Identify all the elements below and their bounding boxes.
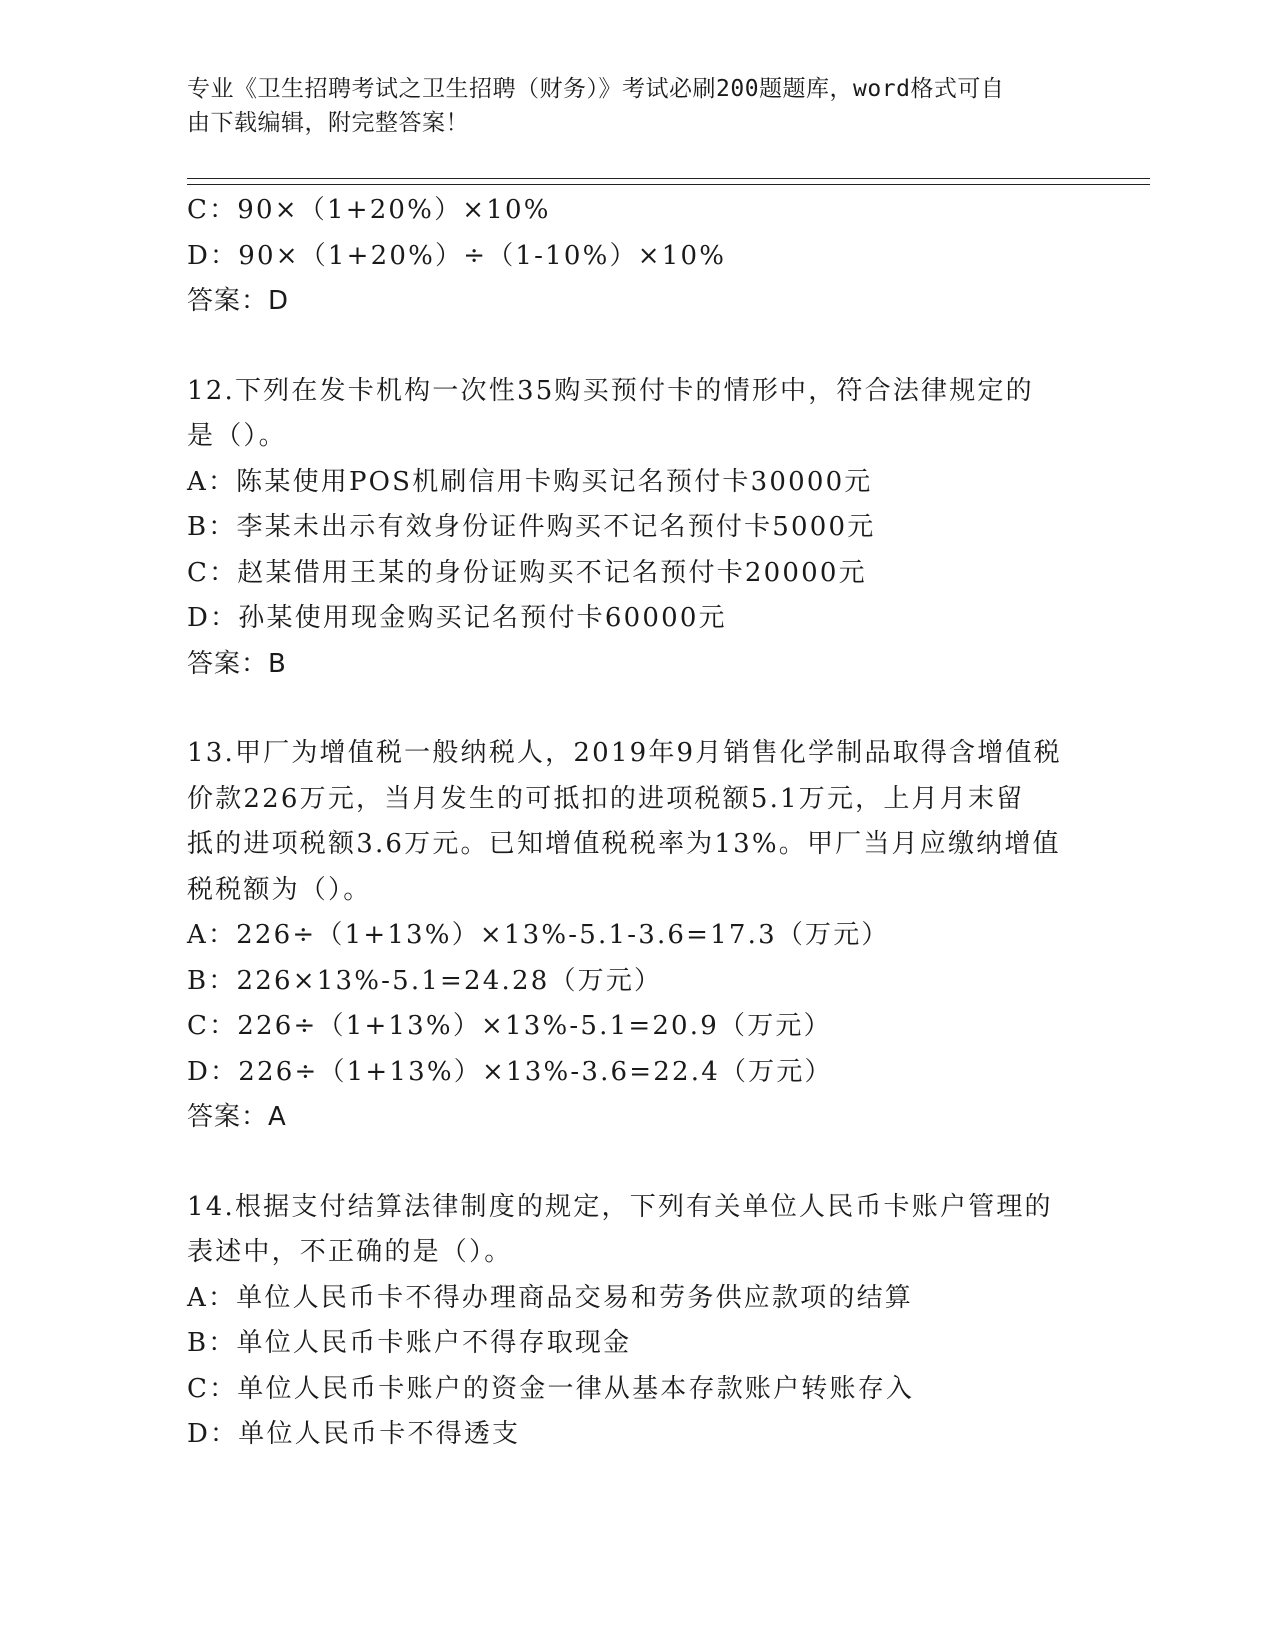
question-stem: 12.下列在发卡机构一次性35购买预付卡的情形中，符合法律规定的 bbox=[187, 375, 1034, 406]
answer-line: 答案：D bbox=[187, 286, 290, 316]
option-b: B：单位人民币卡账户不得存取现金 bbox=[187, 1328, 632, 1358]
option-c: C：226÷（1+13%）×13%-5.1=20.9（万元） bbox=[187, 1011, 832, 1041]
spacer bbox=[187, 1141, 1147, 1185]
question-12 bbox=[187, 369, 1147, 688]
document-body bbox=[187, 188, 1147, 1458]
option-d: D：孙某使用现金购买记名预付卡60000元 bbox=[187, 603, 727, 633]
question-stem: 价款226万元，当月发生的可抵扣的进项税额5.1万元，上月月末留 bbox=[187, 783, 1025, 814]
question-stem: 是（）。 bbox=[187, 421, 287, 451]
answer-line: 答案：A bbox=[187, 1102, 287, 1132]
option-a: A：226÷（1+13%）×13%-5.1-3.6=17.3（万元） bbox=[187, 920, 890, 950]
header-line-2: 由下载编辑，附完整答案！ bbox=[187, 110, 469, 136]
option-c: C：90×（1+20%）×10% bbox=[187, 195, 551, 225]
answer-line: 答案：B bbox=[187, 648, 287, 679]
question-11-tail bbox=[187, 188, 1147, 325]
question-stem: 抵的进项税额3.6万元。已知增值税税率为13%。甲厂当月应缴纳增值 bbox=[187, 829, 1061, 859]
option-b: B：226×13%-5.1=24.28（万元） bbox=[187, 965, 663, 996]
header-divider-top bbox=[187, 178, 1150, 179]
question-stem: 表述中，不正确的是（）。 bbox=[187, 1237, 513, 1267]
option-d: D：单位人民币卡不得透支 bbox=[187, 1419, 521, 1449]
header-line-1: 专业《卫生招聘考试之卫生招聘（财务）》考试必刷200题题库，word格式可自 bbox=[187, 76, 1005, 102]
question-stem: 14.根据支付结算法律制度的规定，下列有关单位人民币卡账户管理的 bbox=[187, 1191, 1053, 1222]
question-13 bbox=[187, 731, 1147, 1141]
option-c: C：赵某借用王某的身份证购买不记名预付卡20000元 bbox=[187, 557, 867, 588]
question-14 bbox=[187, 1185, 1147, 1458]
question-stem: 13.甲厂为增值税一般纳税人，2019年9月销售化学制品取得含增值税 bbox=[187, 738, 1062, 768]
document-header bbox=[187, 72, 1087, 140]
option-b: B：李某未出示有效身份证件购买不记名预付卡5000元 bbox=[187, 512, 876, 542]
option-c: C：单位人民币卡账户的资金一律从基本存款账户转账存入 bbox=[187, 1373, 915, 1404]
option-d: D：90×（1+20%）÷（1-10%）×10% bbox=[187, 240, 727, 271]
option-a: A：单位人民币卡不得办理商品交易和劳务供应款项的结算 bbox=[187, 1282, 913, 1313]
header-divider-bottom bbox=[187, 184, 1150, 185]
option-a: A：陈某使用POS机刷信用卡购买记名预付卡30000元 bbox=[187, 466, 873, 497]
question-stem: 税税额为（）。 bbox=[187, 874, 372, 905]
spacer bbox=[187, 325, 1147, 369]
spacer bbox=[187, 687, 1147, 731]
option-d: D：226÷（1+13%）×13%-3.6=22.4（万元） bbox=[187, 1056, 833, 1087]
